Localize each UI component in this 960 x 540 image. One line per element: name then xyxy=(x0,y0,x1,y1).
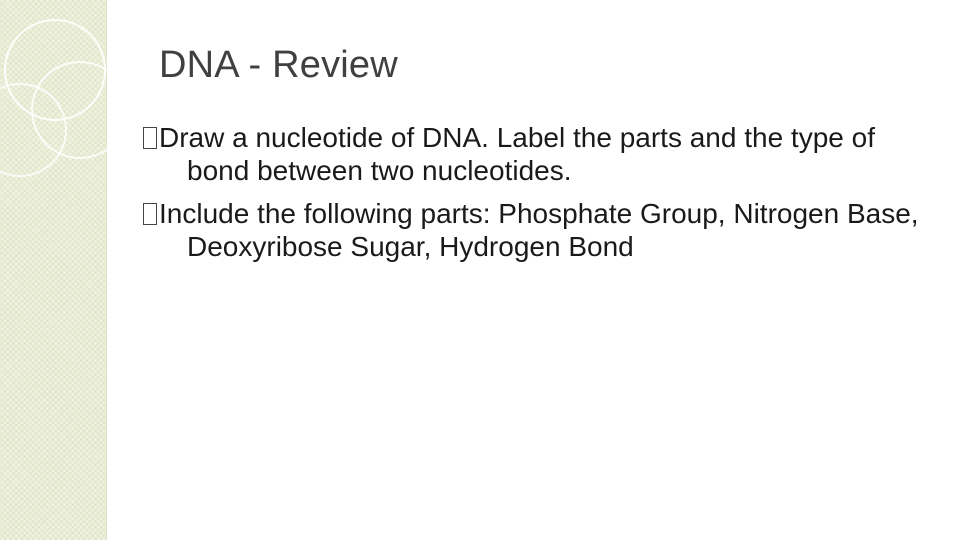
bullet-text: a nucleotide of DNA. Label the parts and the type of bond between two nucleotides. xyxy=(187,122,875,186)
bullet-item-include xyxy=(143,197,943,263)
bullet-item-draw xyxy=(143,121,943,187)
bullet-lead: Draw xyxy=(159,122,225,153)
bullet-glyph-icon xyxy=(143,203,157,225)
bullet-lead: Include the following parts: xyxy=(159,198,491,229)
bullet-glyph-icon xyxy=(143,127,157,149)
bullet-list xyxy=(143,121,943,273)
bullet-text: Phosphate Group, Nitrogen Base, Deoxyribose Sugar, Hydrogen Bond xyxy=(187,198,919,262)
slide-title: DNA - Review xyxy=(159,44,398,86)
